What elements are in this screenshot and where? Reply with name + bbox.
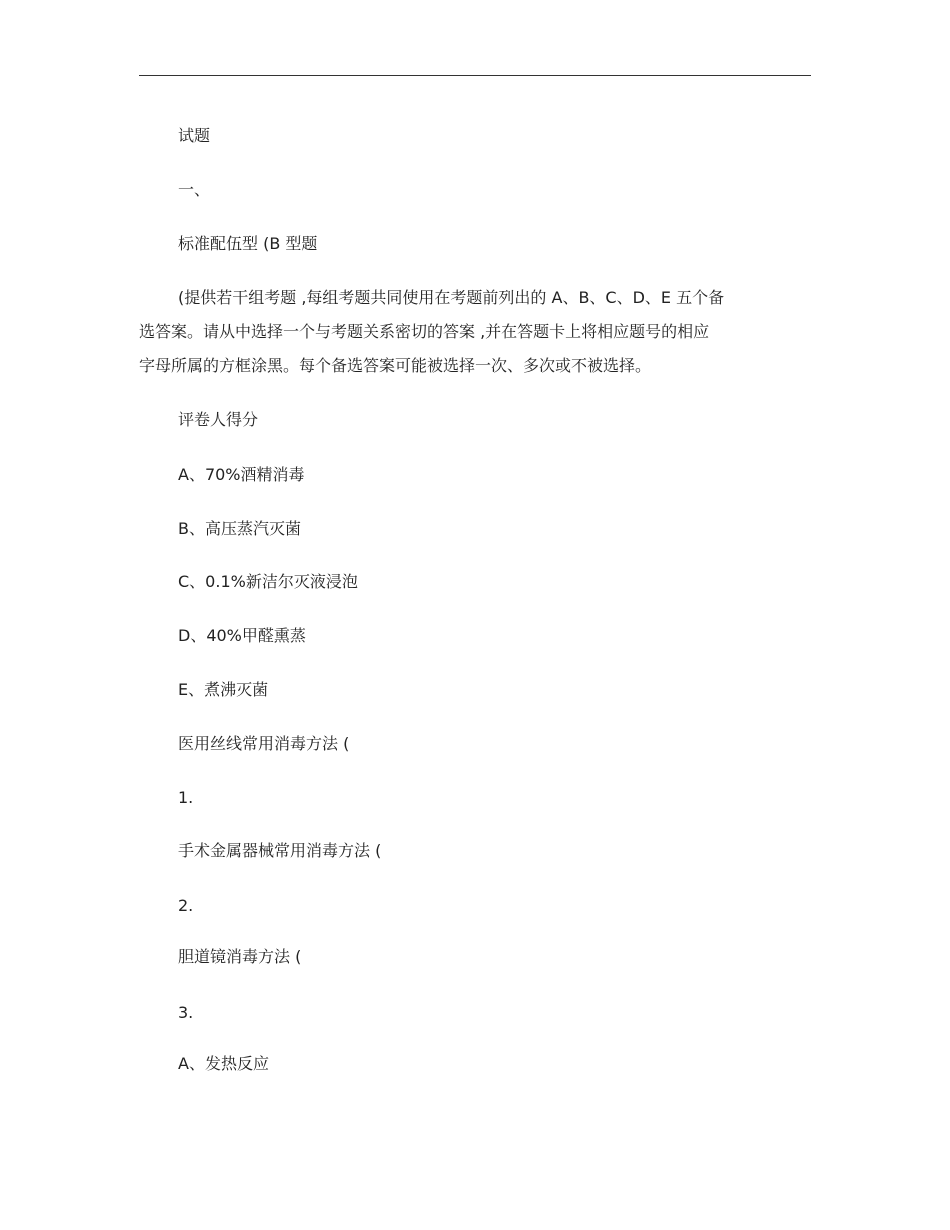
question-1-number: 1. [178,788,194,807]
question-2-number: 2. [178,896,194,915]
option-a: A、70%酒精消毒 [178,465,305,484]
option-group2-a: A、发热反应 [178,1054,269,1073]
option-e: E、煮沸灭菌 [178,680,269,699]
question-3-text: 胆道镜消毒方法 ( [178,947,302,966]
doc-heading: 试题 [178,126,211,145]
instructions-line-2: 选答案。请从中选择一个与考题关系密切的答案 ,并在答题卡上将相应题号的相应 [139,322,710,341]
grader-label: 评卷人得分 [178,410,259,429]
option-b: B、高压蒸汽灭菌 [178,519,301,538]
question-2-text: 手术金属器械常用消毒方法 ( [178,841,382,860]
section-number: 一、 [178,180,211,199]
section-title: 标准配伍型 (B 型题 [178,234,318,253]
option-d: D、40%甲醛熏蒸 [178,626,306,645]
instructions-line-1: (提供若干组考题 ,每组考题共同使用在考题前列出的 A、B、C、D、E 五个备 [178,288,725,307]
option-c: C、0.1%新洁尔灭液浸泡 [178,572,358,591]
header-rule [139,75,811,76]
instructions-line-3: 字母所属的方框涂黑。每个备选答案可能被选择一次、多次或不被选择。 [139,356,652,375]
question-1-text: 医用丝线常用消毒方法 ( [178,734,350,753]
question-3-number: 3. [178,1003,194,1022]
